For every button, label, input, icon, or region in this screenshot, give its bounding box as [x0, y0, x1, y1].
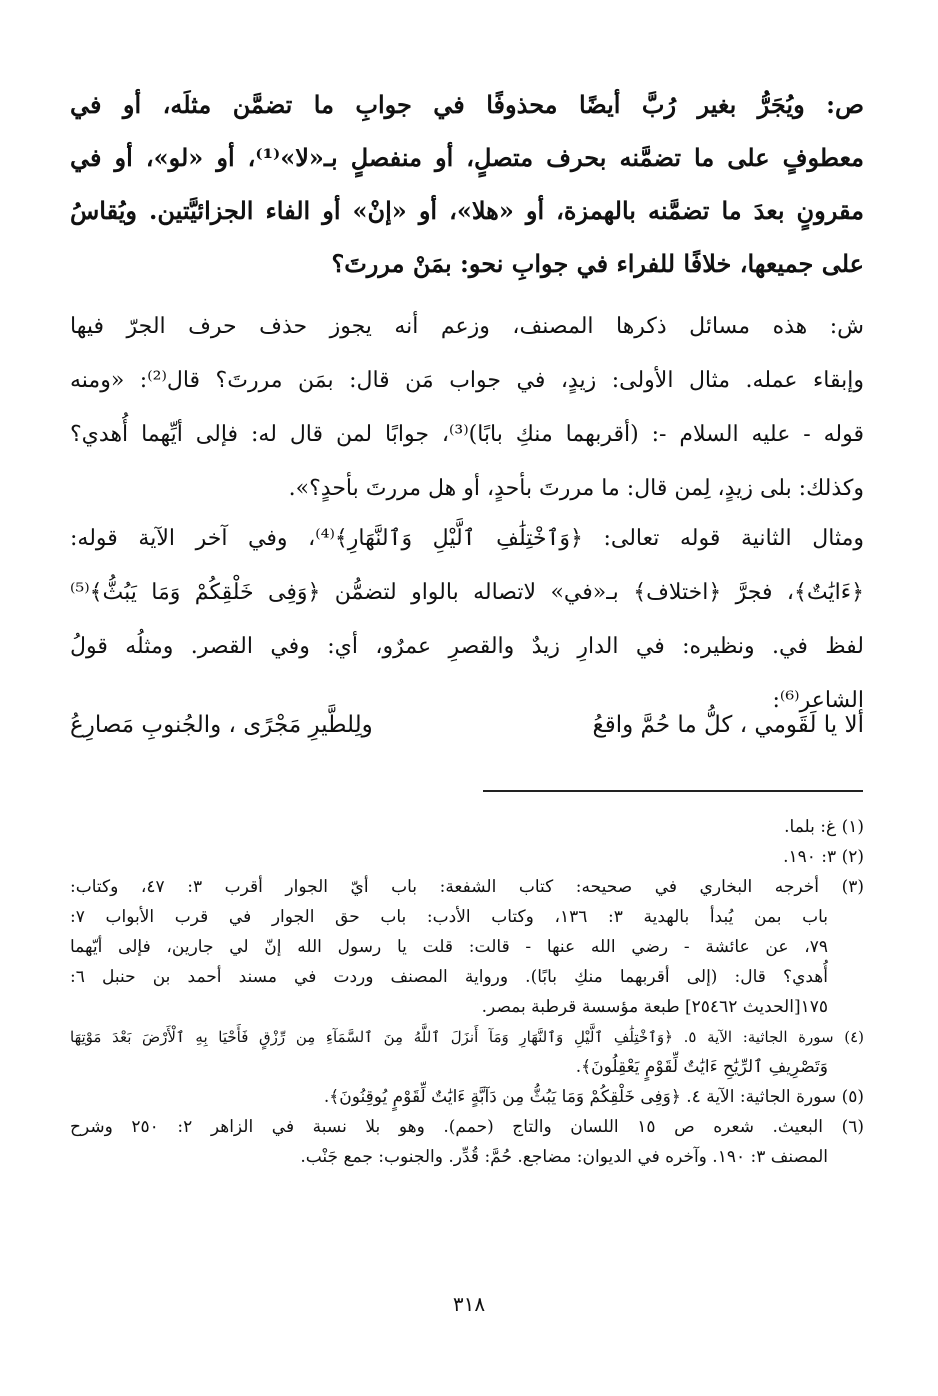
footnotes: [70, 812, 864, 1172]
matn-line: ص: ويُجَرُّ بغير رُبَّ أيضًا محذوفًا في جوابِ ما تضمَّن مثلَه، أو في: [70, 90, 864, 119]
footnote-line: (٥) سورة الجاثية: الآية ٤. ﴿وَفِى خَلْقِكُمْ وَمَا يَبُثُّ مِن دَآبَّةٍ ءَايَٰتٌ لِّقَوْمٍ يُوقِنُونَ﴾.: [323, 1087, 864, 1107]
footnote-line: المصنف ٣: ١٩٠. وآخره في الديوان: مضاجع. حُمَّ: قُدِّر. والجنوب: جمع جَنْب.: [300, 1147, 828, 1167]
footnote-line: (٣) أخرجه البخاري في صحيحه: كتاب الشفعة: باب أيّ الجوار أقرب ٣: ٤٧، وكتاب:: [70, 877, 864, 897]
matn-line: مقرونٍ بعدَ ما تضمَّنه بالهمزة، أو «هلا»، أو «إنْ» أو الفاء الجزائيَّتين. ويُقاسُ: [70, 196, 864, 225]
footnote-5: [70, 1082, 864, 1112]
page-number: ٣١٨: [452, 1292, 486, 1316]
footnote-4: [70, 1022, 864, 1082]
footnote-line: (٤) سورة الجاثية: الآية ٥. ﴿وَٱخْتِلَٰفِ ٱلَّيْلِ وَٱلنَّهَارِ وَمَآ أَنزَلَ ٱللَّهُ مِنَ ٱلسَّمَآءِ مِن رِّزْقٍ فَأَحْيَا بِهِ ٱلْأَرْضَ بَعْدَ مَوْتِهَا: [70, 1028, 864, 1046]
footnote-1: [70, 812, 864, 842]
matn-paragraph: [70, 78, 864, 290]
footnote-line: (٢) ٣: ١٩٠.: [783, 847, 864, 867]
poetry-verse: [70, 712, 864, 738]
footnote-line: (١) غ: بلما.: [784, 817, 864, 837]
footnote-6: [70, 1112, 864, 1172]
sharh-line: قوله - عليه السلام -: (أقربهما منكِ بابًا)⁽³⁾، جوابًا لمن قال له: فإلى أيِّهما أُهدي؟: [70, 422, 864, 447]
sharh-line: وكذلك: بلى زيدٍ، لِمن قال: ما مررتَ بأحدٍ، أو هل مررتَ بأحدٍ؟».: [288, 476, 864, 501]
verse-second-hemistich: ولِلطَّيرِ مَجْرًى ، والجُنوبِ مَصارِعُ: [70, 712, 373, 738]
sharh-paragraph-1: [70, 300, 864, 516]
sharh-line: ﴿ءَايَٰتٌ﴾، فجرَّ ﴿اختلاف﴾ بـ«في» لاتصاله بالواو لتضمُّن ﴿وَفِى خَلْقِكُمْ وَمَا يَبُثُّ﴾⁽⁵⁾: [70, 580, 864, 605]
footnote-3: [70, 872, 864, 1022]
footnote-separator: [483, 790, 863, 792]
matn-line: معطوفٍ على ما تضمَّنه بحرف متصلٍ، أو منفصلٍ بـ«لا»⁽¹⁾، أو «لو»، أو في: [70, 143, 865, 172]
sharh-paragraph-2: [70, 512, 864, 728]
sharh-line: لفظ في. ونظيره: في الدارِ زيدٌ والقصرِ عمرٌو، أي: وفي القصر. ومثلُه قولُ: [70, 634, 864, 659]
footnote-line: ١٧٥[الحديث ٢٥٤٦٢] طبعة مؤسسة قرطبة بمصر.: [481, 997, 828, 1017]
sharh-line: وإبقاء عمله. مثال الأولى: زيدٍ، في جواب مَن قال: بمَن مررتَ؟ قال⁽²⁾: «ومنه: [70, 368, 864, 393]
verse-first-hemistich: ألا يا لَقَومي ، كلُّ ما حُمَّ واقعُ: [592, 712, 864, 738]
footnote-line: باب بمن يُبدأ بالهدية ٣: ١٣٦، وكتاب الأدب: باب حق الجوار في قرب الأبواب ٧:: [70, 907, 829, 927]
sharh-line: ومثال الثانية قوله تعالى: ﴿وَٱخْتِلَٰفِ ٱلَّيْلِ وَٱلنَّهَارِ﴾⁽⁴⁾، وفي آخر الآية قوله:: [70, 526, 864, 551]
footnote-2: [70, 842, 864, 872]
footnote-line: (٦) البعيث. شعره ص ١٥ اللسان والتاج (حمم). وهو بلا نسبة في الزاهر ٢: ٢٥٠ وشرح: [70, 1117, 864, 1137]
footnote-line: أُهدي؟ قال: (إلى أقربهما منكِ بابًا). ورواية المصنف وردت في مسند أحمد بن حنبل ٦:: [70, 967, 828, 987]
footnote-line: وَتَصْرِيفِ ٱلرِّيَٰحِ ءَايَٰتٌ لِّقَوْمٍ يَعْقِلُونَ﴾.: [575, 1057, 828, 1077]
matn-line: على جميعها، خلافًا للفراء في جوابِ نحو: بمَنْ مررتَ؟: [331, 249, 864, 278]
sharh-line: ش: هذه مسائل ذكرها المصنف، وزعم أنه يجوز حذف حرف الجرّ فيها: [70, 314, 864, 339]
footnote-line: ٧٩، عن عائشة - رضي الله عنها - قالت: قلت يا رسول الله إنّ لي جارين، فإلى أيّهما: [70, 937, 828, 957]
sharh-line: الشاعر⁽⁶⁾:: [772, 688, 864, 713]
